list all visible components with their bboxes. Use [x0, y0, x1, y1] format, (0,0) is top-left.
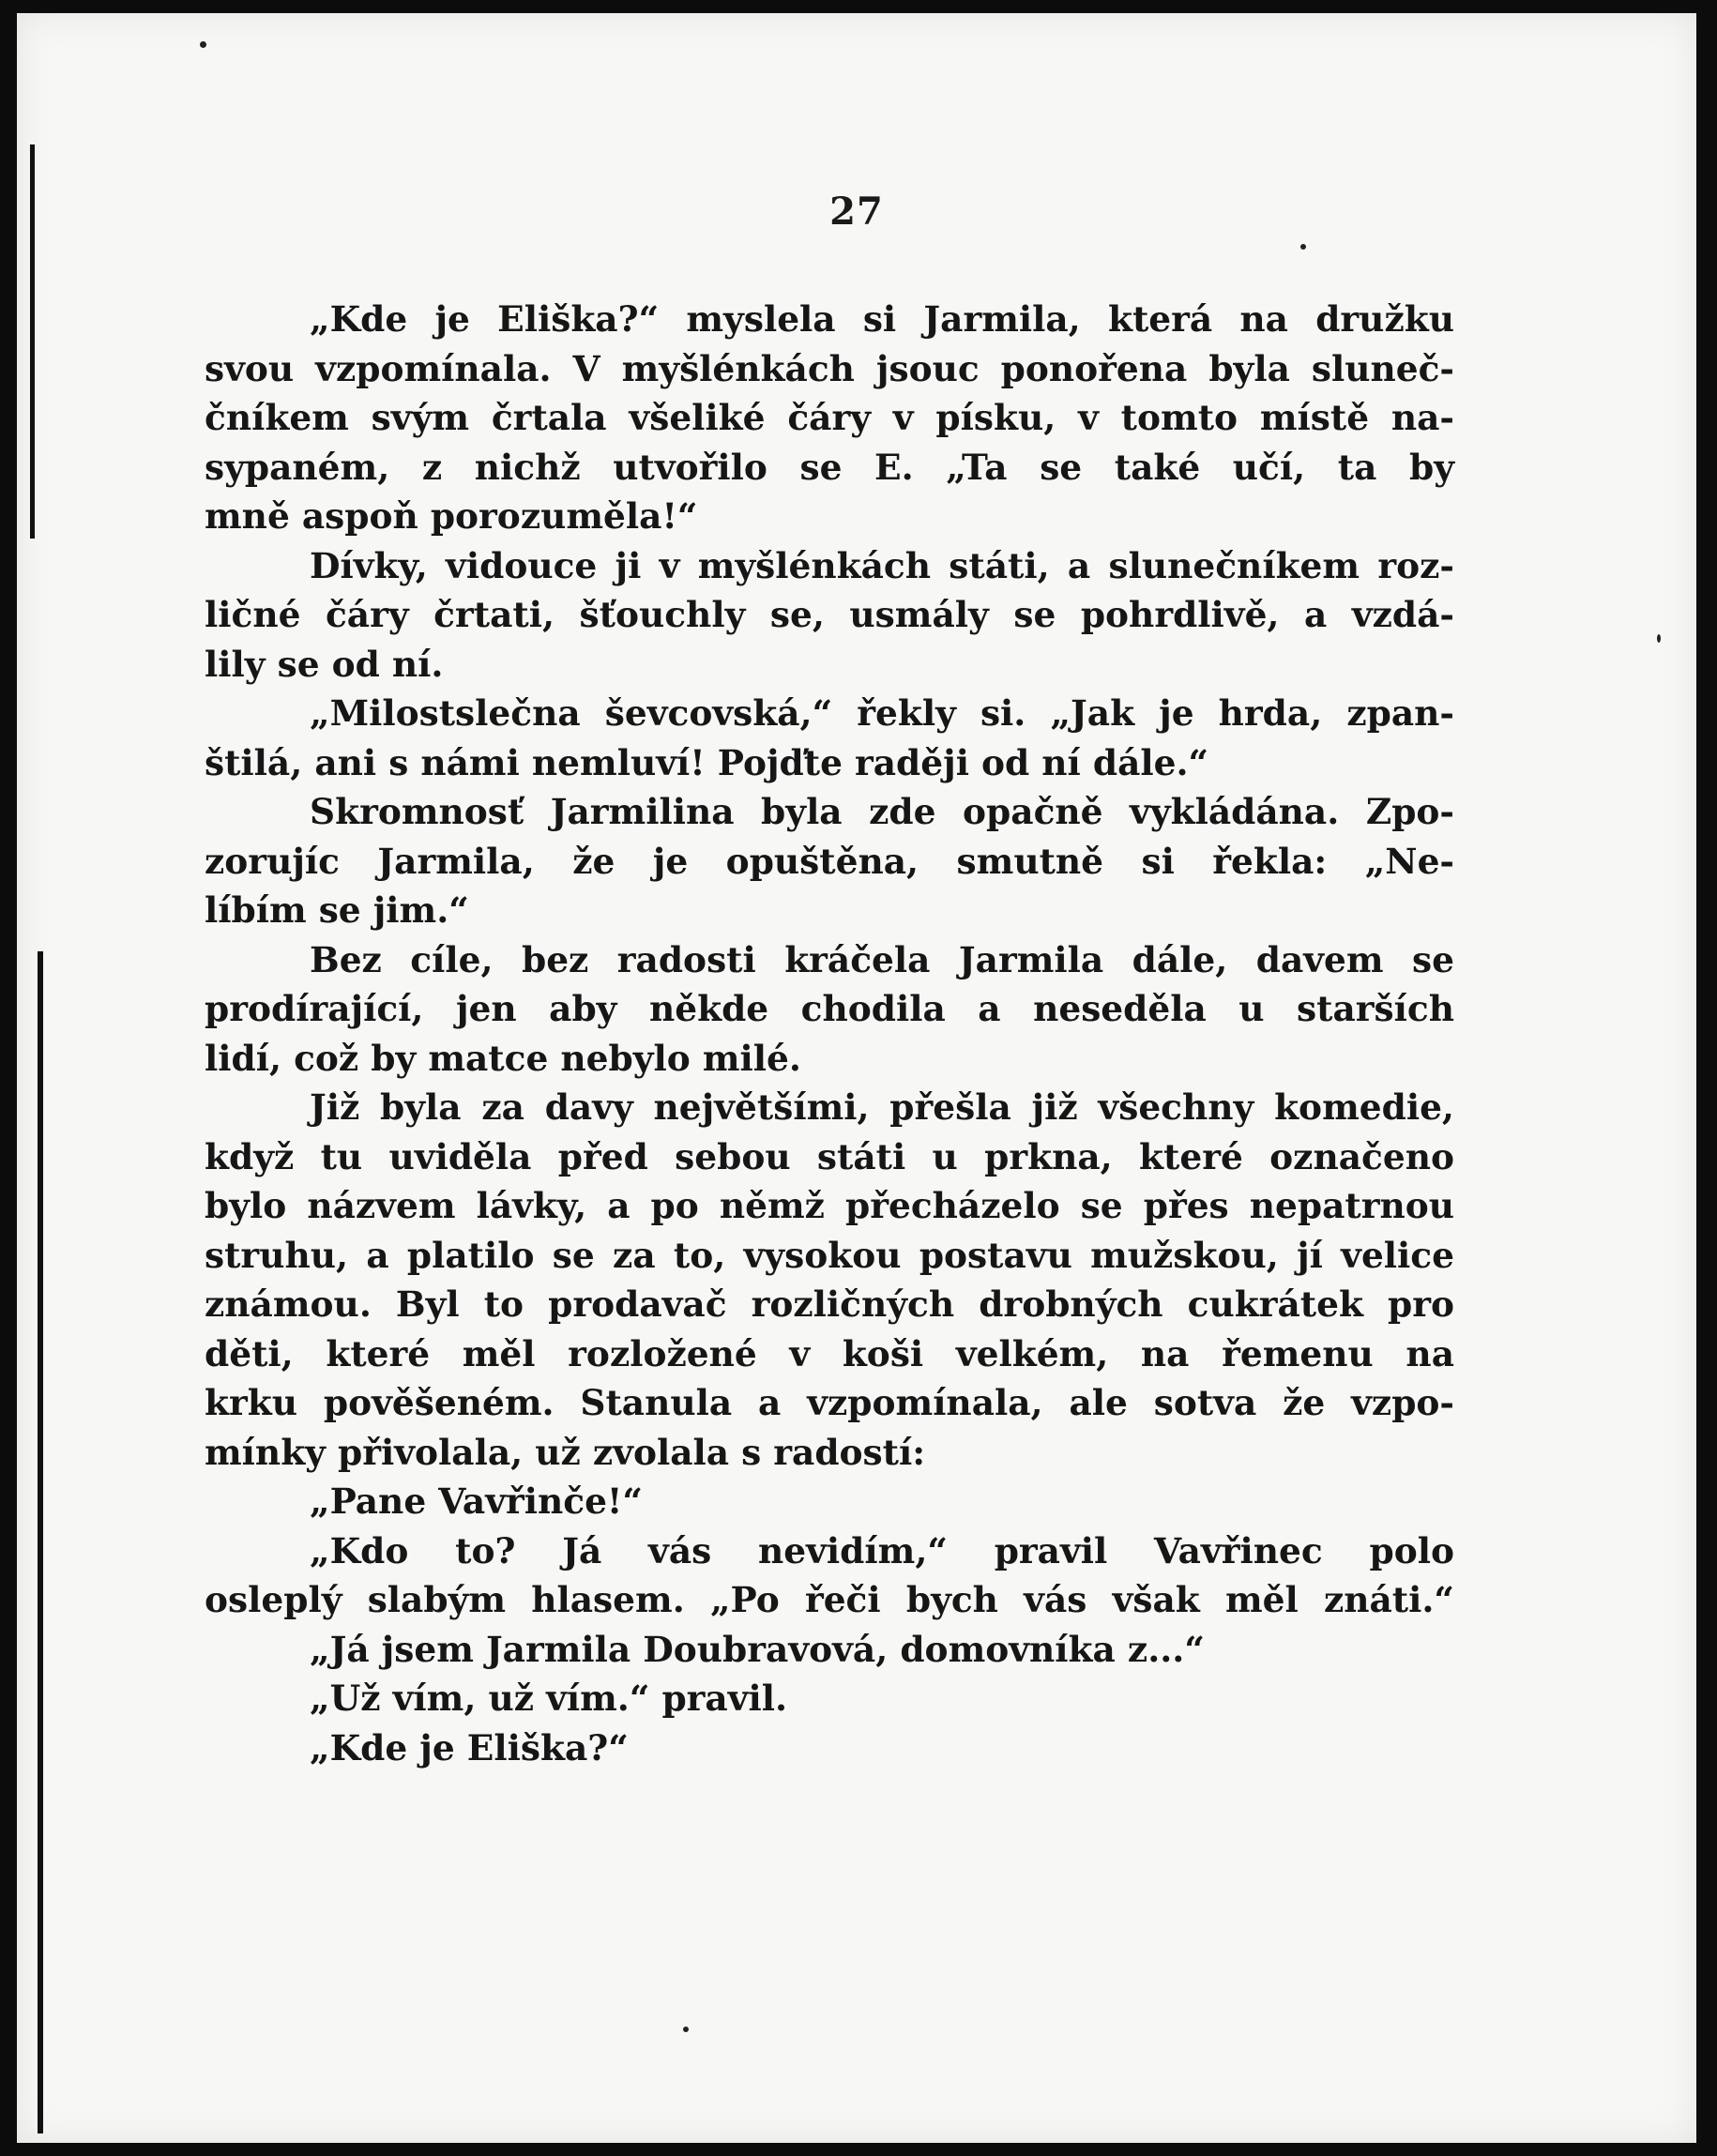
text-line: „Kde je Eliška?“ [310, 1726, 629, 1769]
text-line: sypaném, z nichž utvořilo se E. „Ta se také učí, ta by [205, 446, 1454, 488]
text-line: zorujíc Jarmila, že je opuštěna, smutně si řekla: „Ne- [205, 840, 1454, 882]
text-line: krku pověšeném. Stanula a vzpomínala, ale sotva že vzpo- [205, 1382, 1454, 1423]
text-line: „Milostslečna ševcovská,“ řekly si. „Jak je hrda, zpan- [310, 692, 1454, 734]
text-line: „Pane Vavřinče!“ [310, 1480, 643, 1522]
speck [200, 41, 206, 48]
text-line: čníkem svým črtala všeliké čáry v písku, v tomto místě na- [205, 397, 1454, 438]
text-line: lidí, což by matce nebylo milé. [205, 1037, 801, 1079]
speck [1300, 244, 1306, 250]
book-page [17, 13, 1696, 2143]
body-text [205, 295, 1454, 1772]
text-line: Skromnosť Jarmilina byla zde opačně vykládána. Zpo- [310, 791, 1454, 832]
text-line: Dívky, vidouce ji v myšlénkách státi, a slunečníkem roz- [310, 544, 1454, 586]
page-number: 27 [829, 190, 884, 234]
text-line: struhu, a platilo se za to, vysokou postavu mužskou, jí velice [205, 1234, 1454, 1276]
text-line: „Kde je Eliška?“ myslela si Jarmila, která na družku [310, 298, 1454, 340]
text-line: štilá, ani s námi nemluví! Pojďte raději od ní dále.“ [205, 741, 1209, 783]
text-line: lily se od ní. [205, 643, 444, 685]
text-line: bylo názvem lávky, a po němž přecházelo se přes nepatrnou [205, 1185, 1454, 1226]
speck [683, 2027, 689, 2032]
text-line: Již byla za davy největšími, přešla již všechny komedie, [310, 1086, 1454, 1128]
text-line: známou. Byl to prodavač rozličných drobných cukrátek pro [205, 1283, 1454, 1325]
text-line: osleplý slabým hlasem. „Po řeči bych vás však měl znáti.“ [205, 1579, 1454, 1620]
text-line: „Už vím, už vím.“ pravil. [310, 1678, 788, 1719]
text-line: děti, které měl rozložené v koši velkém, na řemenu na [205, 1332, 1454, 1374]
text-line: mínky přivolala, už zvolala s radostí: [205, 1431, 926, 1473]
text-line: líbím se jim.“ [205, 889, 469, 931]
text-line: „Já jsem Jarmila Doubravová, domovníka z...“ [310, 1628, 1205, 1670]
text-line: mně aspoň porozuměla!“ [205, 495, 698, 537]
text-line: prodírající, jen aby někde chodila a neseděla u starších [205, 988, 1454, 1029]
text-line: svou vzpomínala. V myšlénkách jsouc ponořena byla sluneč- [205, 347, 1454, 389]
text-line: když tu uviděla před sebou státi u prkna, které označeno [205, 1135, 1454, 1177]
text-line: „Kdo to? Já vás nevidím,“ pravil Vavřinec polo [310, 1529, 1454, 1571]
binding-edge [38, 951, 43, 2133]
text-line: ličné čáry črtati, šťouchly se, usmály se pohrdlivě, a vzdá- [205, 594, 1454, 635]
text-line: Bez cíle, bez radosti kráčela Jarmila dále, davem se [310, 938, 1454, 980]
speck [1657, 634, 1661, 643]
